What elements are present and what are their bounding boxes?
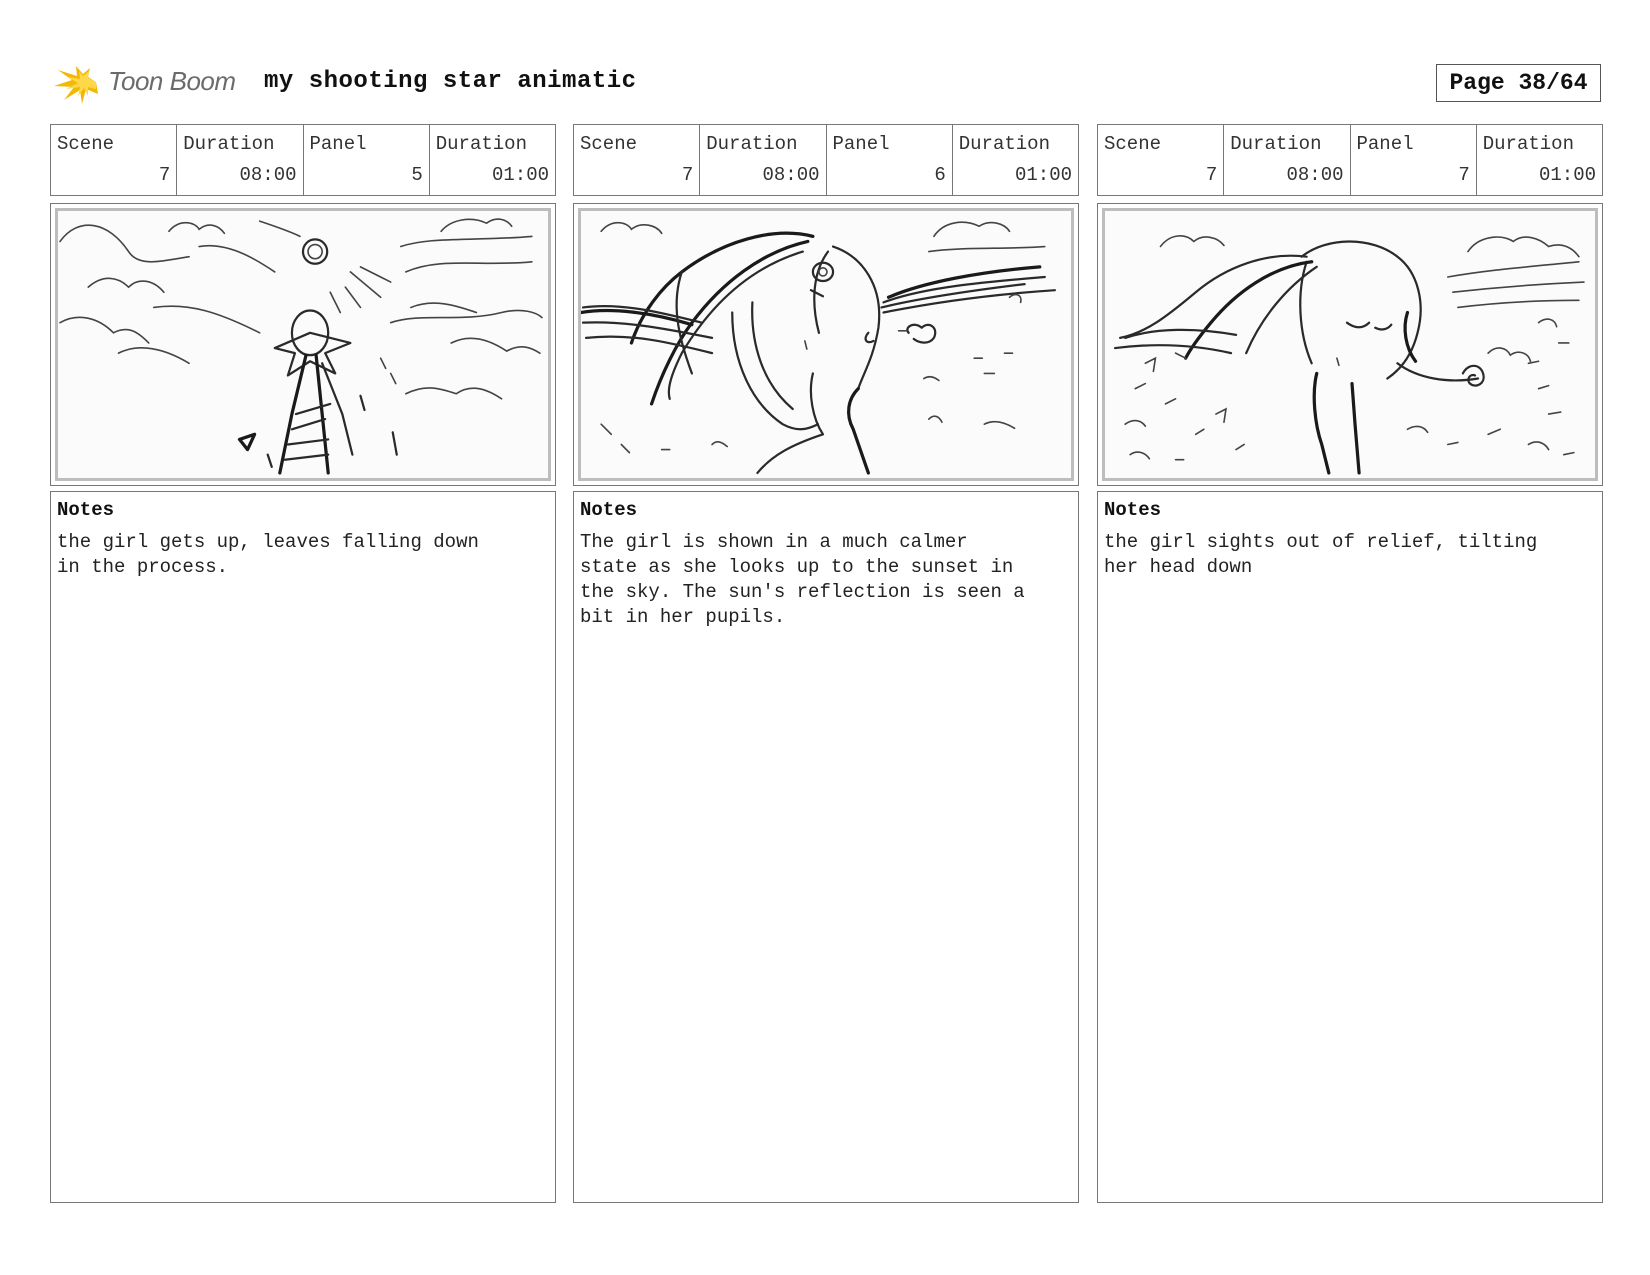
project-title: my shooting star animatic: [264, 68, 637, 95]
storyboard-panel: [1097, 124, 1603, 1203]
shooting-star-icon: [52, 56, 108, 110]
panel-value: 6: [934, 164, 946, 186]
notes-label: Notes: [57, 499, 115, 521]
scene-duration-value: 08:00: [1286, 164, 1344, 186]
scene-value: 7: [681, 164, 694, 186]
sketch-image: [573, 203, 1079, 486]
notes-text: the girl gets up, leaves falling down in the process.: [57, 531, 479, 578]
scene-duration-cell: [1224, 125, 1350, 195]
panel-value: 5: [411, 164, 423, 186]
duration-label: Duration: [706, 133, 798, 155]
scene-value: 7: [158, 164, 171, 186]
scene-duration-cell: [700, 125, 826, 195]
girl-looking-up-sketch: [581, 211, 1071, 478]
scene-label: Scene: [57, 133, 115, 155]
panel-duration-value: 01:00: [1014, 164, 1072, 186]
panel-duration-cell: [1477, 125, 1602, 195]
scene-cell: [51, 125, 177, 195]
girl-standing-sketch: [58, 211, 548, 478]
notes-label: Notes: [580, 499, 638, 521]
sketch-image: [1097, 203, 1603, 486]
duration-label: Duration: [435, 133, 527, 155]
notes-label: Notes: [1104, 499, 1162, 521]
panel-info-header: [1097, 124, 1603, 196]
scene-label: Scene: [1104, 133, 1162, 155]
duration-label: Duration: [958, 133, 1050, 155]
storyboard-panel: [50, 124, 556, 1203]
panel-cell: [1351, 125, 1477, 195]
logo-text: Toon Boom: [108, 66, 236, 96]
panel-label: Panel: [832, 133, 890, 155]
scene-duration-value: 08:00: [762, 164, 820, 186]
panel-duration-value: 01:00: [491, 164, 549, 186]
scene-value: 7: [1205, 164, 1218, 186]
scene-cell: [1098, 125, 1224, 195]
storyboard-panel: [573, 124, 1079, 1203]
notes-box: [50, 491, 556, 1203]
panel-info-header: [50, 124, 556, 196]
duration-label: Duration: [183, 133, 275, 155]
scene-duration-cell: [177, 125, 303, 195]
sketch-image: [50, 203, 556, 486]
scene-duration-value: 08:00: [239, 164, 297, 186]
panel-duration-cell: [953, 125, 1078, 195]
notes-text: The girl is shown in a much calmer state as she looks up to the sunset in the sky. The sun's reflection is seen a bit in her pupils.: [580, 531, 1025, 628]
scene-cell: [574, 125, 700, 195]
duration-label: Duration: [1230, 133, 1322, 155]
panel-duration-value: 01:00: [1538, 164, 1596, 186]
page-indicator: Page 38/64: [1436, 64, 1601, 102]
toon-boom-logo: [52, 56, 252, 110]
panel-duration-cell: [430, 125, 555, 195]
panel-cell: [304, 125, 430, 195]
panel-cell: [827, 125, 953, 195]
panel-value: 7: [1458, 164, 1470, 186]
duration-label: Duration: [1482, 133, 1574, 155]
girl-head-down-sketch: [1105, 211, 1595, 478]
panel-info-header: [573, 124, 1079, 196]
notes-box: [573, 491, 1079, 1203]
panel-label: Panel: [1356, 133, 1414, 155]
notes-text: the girl sights out of relief, tilting her head down: [1104, 531, 1538, 578]
scene-label: Scene: [580, 133, 638, 155]
notes-box: [1097, 491, 1603, 1203]
panel-label: Panel: [309, 133, 367, 155]
